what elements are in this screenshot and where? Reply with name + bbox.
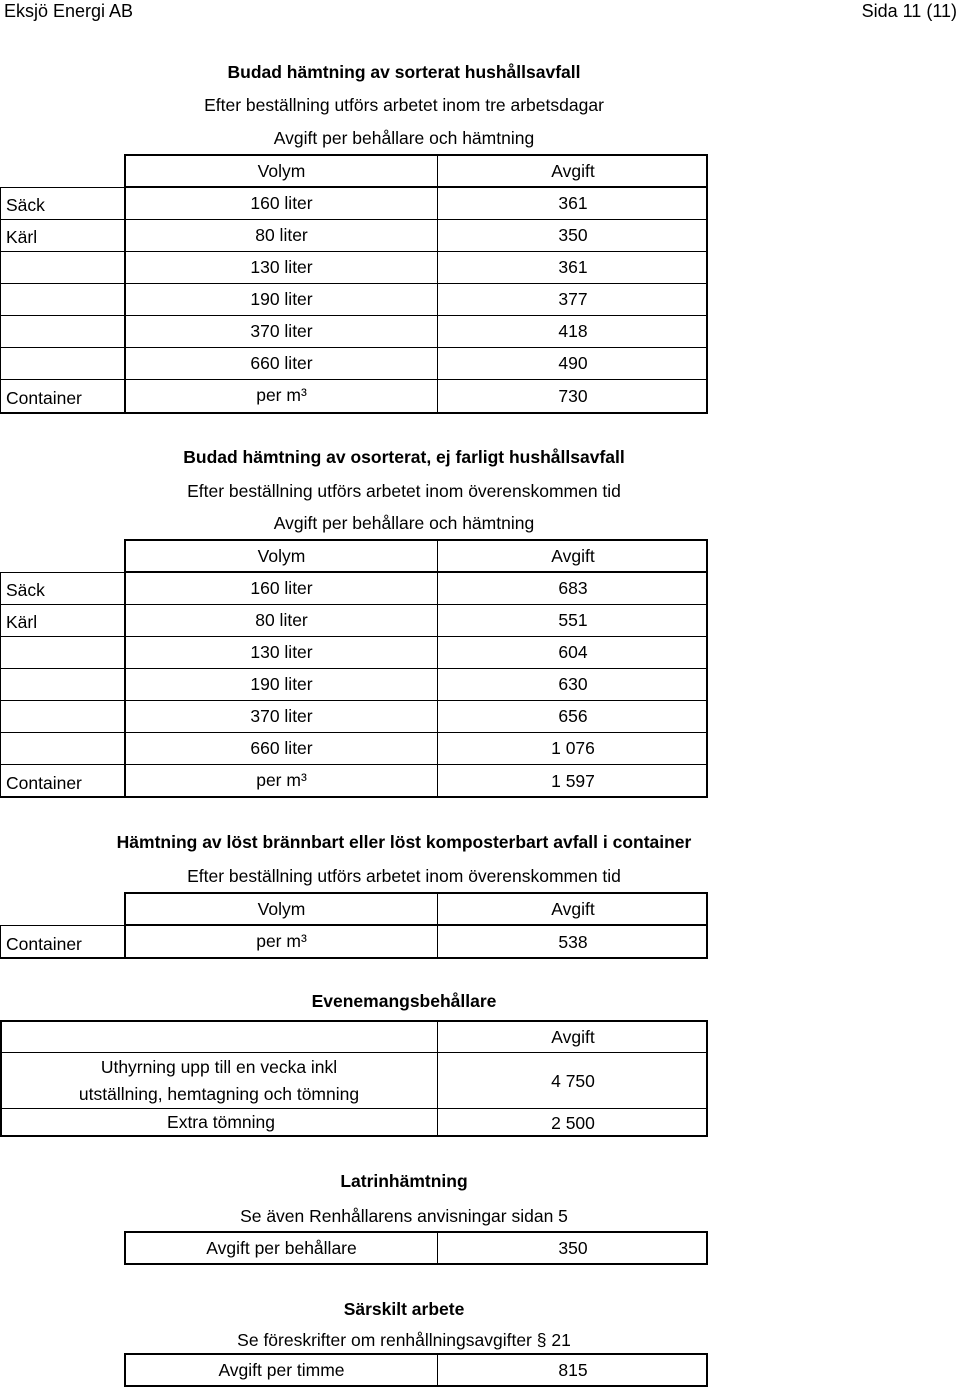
section-title: Budad hämtning av osorterat, ej farligt hushållsavfall [183, 447, 625, 467]
section-subtitle: Se föreskrifter om renhållningsavgifter § 21 [237, 1330, 571, 1350]
row-type: Container [6, 934, 82, 954]
section-subtitle: Avgift per behållare och hämtning [273, 513, 535, 533]
row-fee: 730 [558, 386, 588, 406]
row-type: Säck [6, 195, 45, 215]
section-subtitle: Efter beställning utförs arbetet inom tre arbetsdagar [204, 95, 604, 115]
fee-table [0, 892, 708, 959]
row-fee: 361 [558, 257, 588, 277]
company-name: Eksjö Energi AB [4, 1, 134, 21]
row-volume: 190 liter [250, 674, 313, 694]
row-type: Säck [6, 580, 45, 600]
row-fee: 656 [558, 706, 588, 726]
row-volume: 80 liter [255, 610, 308, 630]
row-volume: 80 liter [255, 225, 308, 245]
fee-value: 815 [558, 1360, 588, 1380]
column-header-fee: Avgift [551, 161, 595, 181]
rental-fee: 4 750 [551, 1071, 595, 1091]
row-type: Kärl [6, 612, 38, 632]
row-volume: 130 liter [250, 642, 313, 662]
column-header-volume: Volym [257, 546, 306, 566]
row-fee: 551 [558, 610, 588, 630]
row-fee: 604 [558, 642, 588, 662]
fee-table [0, 539, 708, 799]
fee-label: Avgift per timme [218, 1360, 345, 1380]
row-fee: 1 597 [551, 771, 595, 791]
row-volume: 660 liter [250, 353, 313, 373]
column-header-volume: Volym [257, 161, 306, 181]
section-subtitle: Efter beställning utförs arbetet inom överenskommen tid [187, 481, 621, 501]
row-fee: 361 [558, 193, 588, 213]
section-subtitle: Avgift per behållare och hämtning [273, 128, 535, 148]
row-fee: 630 [558, 674, 588, 694]
row-fee: 418 [558, 321, 588, 341]
section-title: Särskilt arbete [343, 1299, 465, 1319]
row-fee: 490 [558, 353, 588, 373]
section-title: Latrinhämtning [340, 1171, 468, 1191]
section-subtitle: Se även Renhållarens anvisningar sidan 5 [240, 1206, 568, 1226]
section-subtitle: Efter beställning utförs arbetet inom överenskommen tid [187, 866, 621, 886]
row-volume: 370 liter [250, 706, 313, 726]
extra-emptying-fee: 2 500 [551, 1113, 595, 1133]
row-type: Container [6, 773, 82, 793]
row-fee: 1 076 [551, 738, 595, 758]
extra-emptying-label: Extra tömning [167, 1112, 275, 1132]
column-header-fee: Avgift [551, 899, 595, 919]
section-title: Evenemangsbehållare [311, 991, 497, 1011]
row-volume: 660 liter [250, 738, 313, 758]
row-volume: per m³ [256, 385, 307, 405]
column-header-volume: Volym [257, 899, 306, 919]
section-title: Budad hämtning av sorterat hushållsavfall [227, 62, 581, 82]
fee-table [0, 1020, 708, 1137]
column-header-fee: Avgift [551, 1027, 595, 1047]
rental-label: Uthyrning upp till en vecka inkl [100, 1057, 338, 1077]
row-volume: 160 liter [250, 193, 313, 213]
rental-label: utställning, hemtagning och tömning [78, 1084, 360, 1104]
row-volume: 370 liter [250, 321, 313, 341]
row-volume: 190 liter [250, 289, 313, 309]
fee-table [0, 154, 708, 414]
fee-value: 350 [558, 1238, 588, 1258]
row-volume: 130 liter [250, 257, 313, 277]
row-volume: per m³ [256, 931, 307, 951]
fee-table [0, 1231, 708, 1265]
page-number: Sida 11 (11) [861, 1, 957, 21]
section-title: Hämtning av löst brännbart eller löst komposterbart avfall i container [116, 832, 692, 852]
row-volume: 160 liter [250, 578, 313, 598]
row-fee: 350 [558, 225, 588, 245]
fee-label: Avgift per behållare [206, 1238, 357, 1258]
row-type: Kärl [6, 227, 38, 247]
row-fee: 538 [558, 932, 588, 952]
row-fee: 683 [558, 578, 588, 598]
row-volume: per m³ [256, 770, 307, 790]
row-type: Container [6, 388, 82, 408]
fee-table [0, 1353, 708, 1387]
row-fee: 377 [558, 289, 588, 309]
column-header-fee: Avgift [551, 546, 595, 566]
